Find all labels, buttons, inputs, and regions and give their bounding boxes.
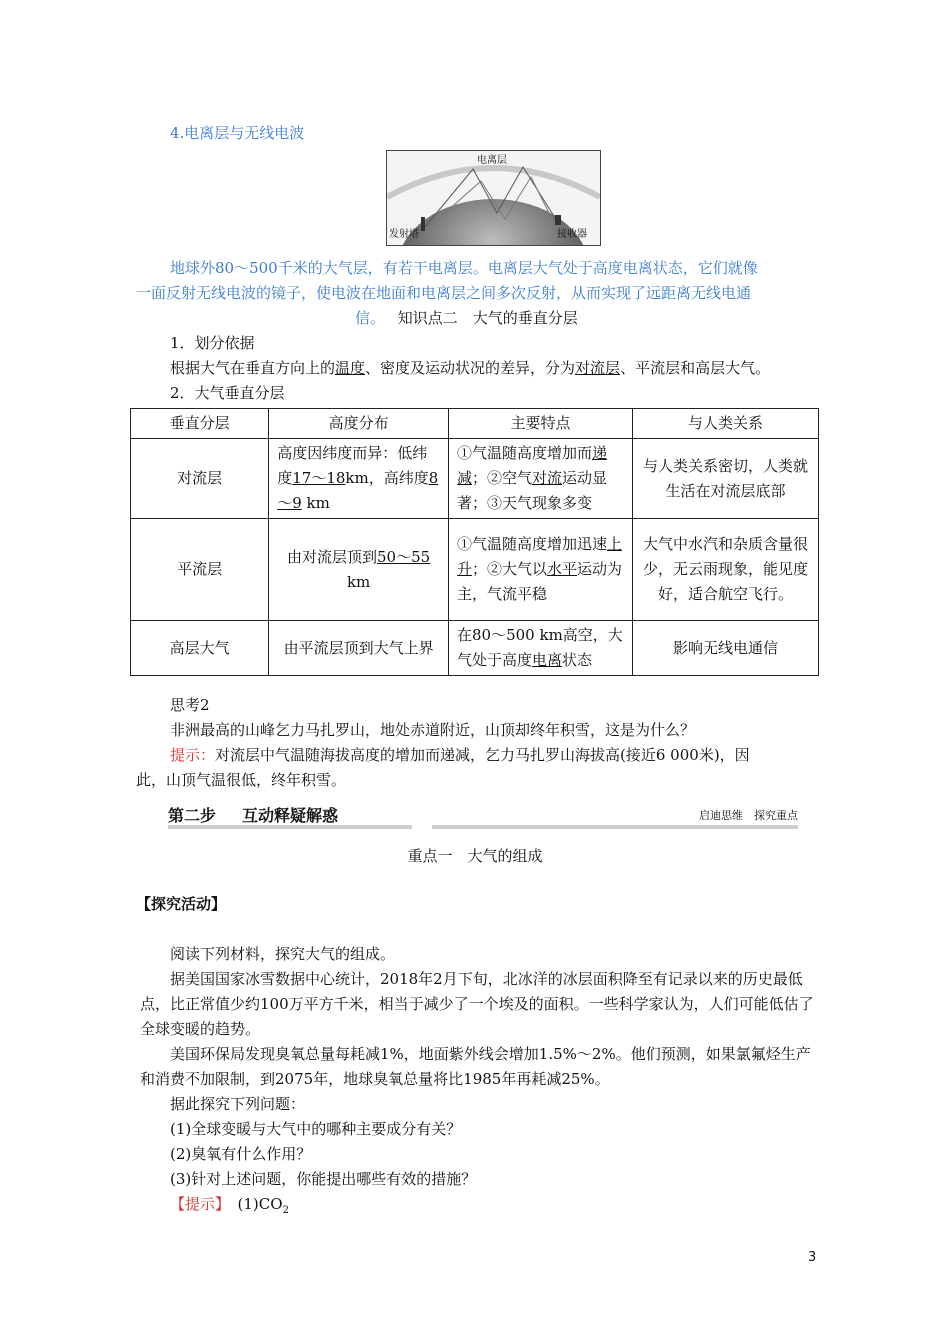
section-title: 4.电离层与无线电波 bbox=[170, 124, 305, 142]
relation-cell: 与人类关系密切，人类就生活在对流层底部 bbox=[632, 439, 818, 519]
label-transmitter: 发射塔 bbox=[389, 229, 419, 240]
activity-title: 【探究活动】 bbox=[136, 895, 227, 913]
feature-text: 运动显著；③天气现象多变 bbox=[457, 469, 608, 512]
feature-keyword: 电离 bbox=[532, 651, 563, 669]
label-ionosphere: 电离层 bbox=[477, 155, 507, 166]
table-row bbox=[131, 621, 819, 676]
layer-name: 高层大气 bbox=[131, 621, 269, 676]
relation-cell: 影响无线电通信 bbox=[632, 621, 818, 676]
activity-hint-subscript: 2 bbox=[282, 1205, 289, 1216]
layer-name: 平流层 bbox=[131, 519, 269, 621]
hint-text: 对流层中气温随海拔高度的增加而递减，乞力马扎罗山海拔高(接近6 000米)，因 bbox=[215, 746, 750, 764]
basis-heading: 1．划分依据 bbox=[170, 334, 255, 352]
activity-p4: 据此探究下列问题： bbox=[170, 1095, 306, 1113]
basis-text bbox=[170, 356, 770, 381]
feature-text: 在80～500 km高空，大气处于高度 bbox=[457, 626, 623, 669]
basis-text-troposphere: 对流层 bbox=[575, 359, 621, 377]
feature-text: 状态 bbox=[562, 651, 593, 669]
height-cell: 由平流层顶到大气上界 bbox=[269, 621, 449, 676]
banner-right-text: 启迪思维 探究重点 bbox=[699, 809, 798, 822]
step-banner bbox=[168, 803, 798, 831]
banner-step: 第二步 bbox=[168, 806, 217, 825]
key-point-title: 重点一 大气的组成 bbox=[407, 847, 543, 865]
table-header: 主要特点 bbox=[449, 409, 633, 439]
height-text: 由对流层顶到 bbox=[287, 547, 378, 566]
table-header: 高度分布 bbox=[269, 409, 449, 439]
feature-keyword: 对流 bbox=[532, 469, 563, 487]
ionosphere-line-1: 地球外80～500千米的大气层，有若干电离层。电离层大气处于高度电离状态，它们就像 bbox=[170, 259, 758, 277]
feature-keyword: 上升 bbox=[457, 535, 623, 578]
feature-text: ①气温随高度增加而 bbox=[457, 444, 593, 462]
basis-text-temperature: 温度 bbox=[335, 359, 366, 377]
table-header: 与人类关系 bbox=[632, 409, 818, 439]
feature-text: ①气温随高度增加迅速 bbox=[457, 535, 608, 553]
activity-q2: (2)臭氧有什么作用？ bbox=[170, 1145, 312, 1163]
table-header-row bbox=[131, 409, 819, 439]
atmosphere-layers-table bbox=[130, 408, 819, 676]
activity-hint-label: 【提示】 bbox=[170, 1195, 223, 1213]
table-row bbox=[131, 519, 819, 621]
height-text: km bbox=[306, 494, 330, 512]
height-text: 高度因纬度而异：低纬度 bbox=[277, 444, 428, 487]
activity-p1: 阅读下列材料，探究大气的组成。 bbox=[170, 945, 396, 963]
feature-text: 运动为主，气流平稳 bbox=[457, 560, 623, 603]
think-title: 思考2 bbox=[170, 696, 210, 714]
table-row bbox=[131, 439, 819, 519]
feature-keyword: 递减 bbox=[457, 444, 608, 487]
activity-hint bbox=[140, 1192, 816, 1223]
feature-text: ；②大气以 bbox=[472, 560, 548, 578]
basis-text-c: 、密度及运动状况的差异，分为 bbox=[365, 359, 576, 377]
activity-q3: (3)针对上述问题，你能提出哪些有效的措施？ bbox=[170, 1170, 477, 1188]
table-header: 垂直分层 bbox=[131, 409, 269, 439]
ionosphere-diagram bbox=[387, 151, 600, 245]
page-number: 3 bbox=[808, 1250, 817, 1265]
height-text: km，高纬度 bbox=[345, 469, 429, 487]
basis-text-e: 、平流层和高层大气。 bbox=[620, 359, 771, 377]
height-value: 50～55 bbox=[377, 547, 431, 566]
hint-label: 提示： bbox=[170, 746, 216, 764]
label-receiver: 接收器 bbox=[557, 229, 587, 240]
think-question: 非洲最高的山峰乞力马扎罗山，地处赤道附近，山顶却终年积雪，这是为什么？ bbox=[170, 721, 696, 739]
knowledge-point-2-title: 知识点二 大气的垂直分层 bbox=[397, 309, 578, 327]
activity-q1: (1)全球变暖与大气中的哪种主要成分有关？ bbox=[170, 1120, 462, 1138]
activity-hint-text: (1)CO bbox=[237, 1195, 283, 1213]
layers-heading: 2．大气垂直分层 bbox=[170, 384, 285, 402]
ionosphere-line-3: 信。 bbox=[355, 309, 386, 327]
height-cell bbox=[269, 519, 449, 621]
ionosphere-figure bbox=[386, 150, 601, 246]
activity-p2: 据美国国家冰雪数据中心统计，2018年2月下旬，北冰洋的冰层面积降至有记录以来的历史最低点，比正常值少约100万平方千米，相当于减少了一个埃及的面积。一些科学家认为，人们可能低估了全球变暖的趋势。 bbox=[140, 970, 814, 1038]
feature-text: ；②空气 bbox=[472, 469, 533, 487]
height-value: 17～18 bbox=[292, 469, 346, 487]
feature-keyword: 水平 bbox=[547, 560, 578, 578]
height-value: ～9 bbox=[277, 494, 302, 512]
ionosphere-line-3-row bbox=[355, 306, 578, 331]
activity-paragraphs bbox=[140, 942, 816, 1223]
feature-cell bbox=[449, 621, 633, 676]
height-text: km bbox=[346, 572, 371, 591]
banner-bar-right bbox=[432, 825, 798, 829]
basis-text-a: 根据大气在垂直方向上的 bbox=[170, 359, 336, 377]
height-value: 8 bbox=[428, 469, 439, 487]
feature-cell bbox=[449, 439, 633, 519]
banner-title bbox=[168, 803, 338, 826]
think-hint-line-2: 此，山顶气温很低，终年积雪。 bbox=[136, 771, 347, 789]
think-hint-line-1 bbox=[170, 743, 750, 768]
feature-cell bbox=[449, 519, 633, 621]
banner-heading: 互动释疑解惑 bbox=[242, 806, 339, 825]
height-cell bbox=[269, 439, 449, 519]
activity-p3: 美国环保局发现臭氧总量每耗减1%，地面紫外线会增加1.5%～2%。他们预测，如果氯氟烃生产和消费不加限制，到2075年，地球臭氧总量将比1985年再耗减25%。 bbox=[140, 1045, 811, 1088]
banner-bar-left bbox=[168, 825, 412, 829]
relation-cell: 大气中水汽和杂质含量很少，无云雨现象，能见度好，适合航空飞行。 bbox=[632, 519, 818, 621]
layer-name: 对流层 bbox=[131, 439, 269, 519]
ionosphere-line-2: 一面反射无线电波的镜子，使电波在地面和电离层之间多次反射，从而实现了远距离无线电通 bbox=[136, 284, 752, 302]
